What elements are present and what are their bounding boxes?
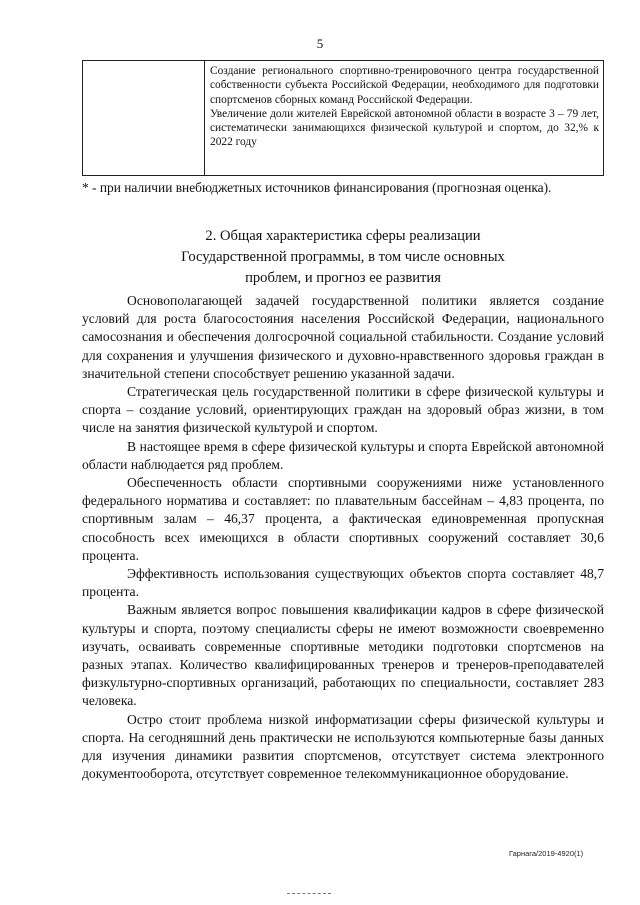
goals-table-fragment — [82, 60, 604, 176]
table-text-line: Создание регионального спортивно-тренировочного центра государственной собственности субъекта Российской Федерации, необходимого для подготовки спортсменов сборных команд Российской Федерации. — [210, 65, 599, 106]
table-cell-results — [205, 61, 603, 175]
paragraph: Эффективность использования существующих объектов спорта составляет 48,7 процента. — [82, 566, 604, 600]
page-number: 5 — [316, 36, 324, 51]
paragraph: Обеспеченность области спортивными сооружениями ниже установленного федерального норматива и составляет: по плавательным бассейнам – 4,83 процента, по спортивным залам – 46,37 процента, а фактическая единовременная пропускная способность всех имеющихся в области спортивных сооружений составляет 30,6 процента. — [82, 475, 604, 563]
table-text-line: Увеличение доли жителей Еврейской автономной области в возрасте 3 – 79 лет, систематически занимающихся физической культурой и спортом, до 32,% к 2022 году — [210, 107, 599, 149]
paragraph: В настоящее время в сфере физической культуры и спорта Еврейской автономной области наблюдается ряд проблем. — [82, 438, 604, 472]
paragraph: Основополагающей задачей государственной политики является создание условий для роста благосостояния населения Российской Федерации, национального самосознания и обеспечения долгосрочной социальной стабильности. Создание условий для сохранения и улучшения физического и духовно-нравственного здоровья граждан в значительной степени способствует решению указанной задачи. — [82, 293, 604, 381]
paragraph: Остро стоит проблема низкой информатизации сферы физической культуры и спорта. На сегодняшний день практически не используются компьютерные базы данных для изучения динамики развития спортсменов, отсутствует система электронного документооборота, отсутствует современное телекоммуникационное оборудование. — [82, 711, 604, 782]
heading-line: Государственной программы, в том числе основных — [181, 249, 505, 265]
paragraph: Важным является вопрос повышения квалификации кадров в сфере физической культуры и спорта, поэтому специалисты сферы не имеют возможности своевременно изучать, осваивать современные спортивные методики подготовки спортсменов на разных этапах. Количество квалифицированных тренеров и тренеров-преподавателей физкультурно-спортивных организаций, работающих по специальности, составляет 283 человека. — [82, 602, 604, 709]
footnote: * - при наличии внебюджетных источников финансирования (прогнозная оценка). — [82, 180, 552, 195]
bottom-divider — [287, 893, 331, 894]
heading-line: проблем, и прогноз ее развития — [245, 270, 441, 286]
heading-line: 2. Общая характеристика сферы реализации — [205, 228, 481, 244]
section-heading — [82, 226, 604, 289]
section-body — [82, 292, 604, 783]
paragraph: Стратегическая цель государственной политики в сфере физической культуры и спорта – создание условий, ориентирующих граждан на здоровый образ жизни, в том числе на занятия физической культурой и спортом. — [82, 384, 604, 436]
table-cell-empty — [83, 61, 205, 175]
document-stamp: Гарнага/2019-4920(1) — [509, 849, 584, 858]
